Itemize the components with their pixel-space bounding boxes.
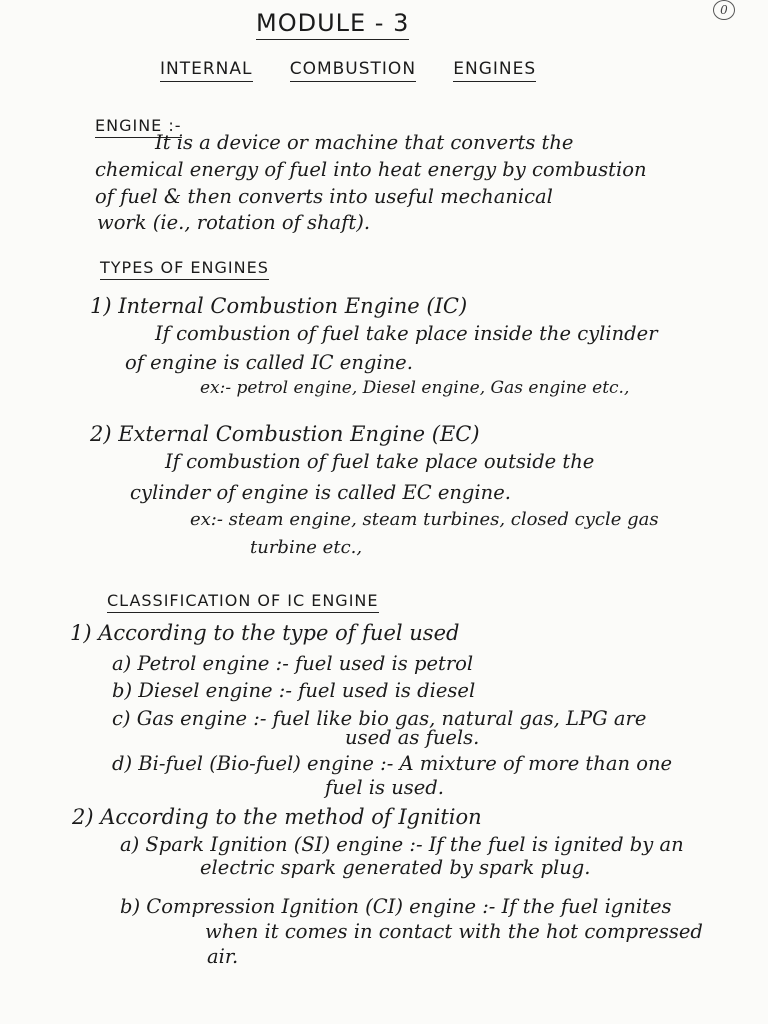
ignition-item-cont: electric spark generated by spark plug.	[200, 856, 591, 879]
fuel-item: b) Diesel engine :- fuel used is diesel	[112, 679, 476, 702]
page-number: 0	[713, 0, 735, 20]
fuel-item-cont: fuel is used.	[325, 776, 444, 799]
module-title: MODULE - 3	[256, 8, 409, 38]
fuel-item: a) Petrol engine :- fuel used is petrol	[112, 652, 474, 675]
ec-example-cont: turbine etc.,	[250, 537, 363, 558]
ec-example: ex:- steam engine, steam turbines, closed cycle gas	[190, 509, 659, 530]
fuel-item: d) Bi-fuel (Bio-fuel) engine :- A mixture of more than one	[112, 752, 673, 775]
ec-line: cylinder of engine is called EC engine.	[130, 481, 511, 504]
ic-line: If combustion of fuel take place inside the cylinder	[155, 322, 658, 345]
fuel-type-title: 1) According to the type of fuel used	[70, 621, 460, 645]
heading-word-1: INTERNAL	[160, 59, 253, 82]
engine-line: It is a device or machine that converts the	[155, 131, 574, 154]
ignition-title: 2) According to the method of Ignition	[72, 805, 482, 829]
ec-line: If combustion of fuel take place outside the	[165, 450, 595, 473]
ic-engine-title: 1) Internal Combustion Engine (IC)	[90, 294, 468, 318]
main-heading	[160, 57, 536, 81]
types-heading: TYPES OF ENGINES	[100, 256, 269, 280]
ignition-item: b) Compression Ignition (CI) engine :- If the fuel ignites	[120, 895, 672, 918]
ignition-item: a) Spark Ignition (SI) engine :- If the fuel is ignited by an	[120, 833, 684, 856]
engine-line: work (ie., rotation of shaft).	[97, 211, 371, 234]
classification-heading: CLASSIFICATION OF IC ENGINE	[107, 589, 379, 613]
engine-heading: ENGINE :-	[95, 114, 182, 138]
engine-line: chemical energy of fuel into heat energy by combustion	[95, 158, 647, 181]
ec-engine-title: 2) External Combustion Engine (EC)	[90, 422, 480, 446]
heading-word-2: COMBUSTION	[290, 59, 416, 82]
ic-line: of engine is called IC engine.	[125, 351, 413, 374]
engine-line: of fuel & then converts into useful mechanical	[95, 185, 553, 208]
fuel-item-cont: used as fuels.	[345, 726, 480, 749]
ignition-item-cont: when it comes in contact with the hot compressed	[205, 920, 703, 943]
heading-word-3: ENGINES	[453, 59, 536, 82]
ic-example: ex:- petrol engine, Diesel engine, Gas engine etc.,	[200, 378, 630, 398]
ignition-item-cont: air.	[207, 945, 239, 968]
fuel-item: c) Gas engine :- fuel like bio gas, natural gas, LPG are	[112, 707, 647, 730]
